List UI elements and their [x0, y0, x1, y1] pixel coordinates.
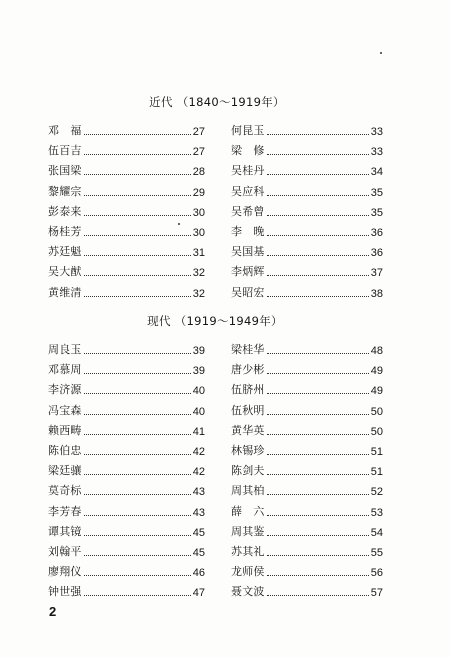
dot-leader	[267, 195, 369, 196]
entry-page-number: 50	[370, 405, 383, 418]
dot-leader	[267, 296, 369, 297]
dot-leader	[84, 393, 191, 394]
dot-leader	[267, 454, 369, 455]
entry-name: 张国梁	[48, 164, 82, 178]
toc-entry	[231, 377, 383, 397]
toc-entry	[48, 519, 205, 539]
entry-name: 薛 六	[231, 504, 265, 518]
toc-entry	[48, 458, 205, 478]
toc-entry	[231, 539, 383, 559]
toc-entry	[48, 239, 205, 259]
dot-leader	[84, 215, 191, 216]
dot-leader	[267, 575, 369, 576]
entry-page-number: 37	[370, 267, 383, 280]
entry-page-number: 42	[192, 466, 205, 479]
dot-leader	[267, 393, 369, 394]
dot-leader	[84, 373, 191, 374]
entry-name: 李 晚	[231, 225, 265, 238]
entry-name: 吴昭宏	[231, 285, 265, 299]
dot-leader	[267, 353, 369, 354]
entry-page-number: 35	[370, 186, 383, 199]
toc-entry	[231, 199, 383, 219]
dot-leader	[84, 195, 191, 196]
entry-name: 彭泰来	[48, 204, 82, 218]
toc-entry	[48, 539, 205, 559]
dot-leader	[267, 595, 369, 596]
entry-page-number: 57	[370, 587, 383, 600]
entry-page-number: 30	[192, 206, 205, 219]
entry-page-number: 49	[370, 385, 383, 398]
entry-name: 唐少彬	[231, 363, 265, 377]
entry-page-number: 35	[370, 206, 383, 219]
entry-name: 赖西畴	[48, 423, 82, 437]
toc-entry	[48, 438, 205, 458]
entry-name: 谭其镜	[48, 524, 82, 538]
dot-leader	[84, 296, 191, 297]
entry-page-number: 31	[192, 247, 205, 260]
toc-entry	[231, 478, 383, 498]
toc-entry	[231, 138, 383, 158]
toc-entry	[231, 398, 383, 418]
toc-entry	[48, 337, 205, 357]
entry-page-number: 39	[192, 345, 205, 357]
toc-entry	[48, 377, 205, 397]
toc-entry	[48, 499, 205, 519]
toc-entry	[231, 239, 383, 259]
entry-name: 刘翰平	[48, 545, 82, 558]
entry-name: 陈剑夫	[231, 464, 265, 478]
entry-page-number: 27	[192, 126, 205, 138]
toc-entry	[231, 458, 383, 478]
dot-leader	[84, 454, 191, 455]
toc-entry	[48, 158, 205, 178]
entry-name: 周其柏	[231, 484, 265, 498]
dot-leader	[84, 434, 191, 435]
entry-page-number: 34	[370, 166, 383, 179]
dot-leader	[84, 595, 191, 596]
entry-name: 梁廷骧	[48, 464, 82, 478]
toc-entry	[231, 519, 383, 539]
section-title-contemporary-era: 现代 （1919～1949年）	[147, 314, 283, 328]
toc-entry	[48, 280, 205, 300]
dot-leader	[84, 494, 191, 495]
entry-name: 李济源	[48, 383, 82, 397]
entry-page-number: 36	[370, 227, 383, 239]
page-number: 2	[49, 604, 57, 619]
entry-page-number: 27	[192, 146, 205, 159]
dot-leader	[267, 535, 369, 536]
toc-entry	[231, 418, 383, 438]
entry-page-number: 32	[192, 267, 205, 280]
dot-leader	[84, 515, 191, 516]
toc-entry	[48, 179, 205, 199]
entry-page-number: 32	[192, 287, 205, 300]
entry-page-number: 55	[370, 547, 383, 559]
entry-page-number: 49	[370, 365, 383, 378]
toc-entry	[48, 559, 205, 579]
entry-name: 陈伯忠	[48, 444, 82, 457]
entry-page-number: 43	[192, 486, 205, 499]
entry-name: 吴应科	[231, 184, 265, 198]
entry-name: 苏廷魁	[48, 245, 82, 259]
entry-name: 黄维清	[48, 285, 82, 299]
dot-leader	[267, 474, 369, 475]
entry-name: 冯宝森	[48, 403, 82, 417]
toc-entry	[231, 259, 383, 279]
entry-page-number: 46	[192, 567, 205, 580]
entry-page-number: 54	[370, 526, 383, 539]
toc-entry	[231, 337, 383, 357]
toc-entry	[231, 438, 383, 458]
toc-entry	[231, 579, 383, 599]
dot-leader	[267, 414, 369, 415]
entry-name: 李炳辉	[231, 265, 265, 279]
entry-name: 钟世强	[48, 585, 82, 599]
entry-page-number: 28	[192, 166, 205, 179]
entry-name: 伍百吉	[48, 144, 82, 158]
entry-page-number: 56	[370, 567, 383, 580]
entry-name: 伍脐州	[231, 383, 265, 397]
entry-page-number: 43	[192, 506, 205, 519]
entry-page-number: 39	[192, 365, 205, 378]
toc-entry	[48, 478, 205, 498]
toc-entry	[231, 280, 383, 300]
entry-page-number: 45	[192, 526, 205, 539]
toc-entry	[231, 118, 383, 138]
toc-entry	[48, 418, 205, 438]
dot-leader	[267, 134, 369, 135]
dot-leader	[267, 235, 369, 236]
dot-leader	[84, 414, 191, 415]
dot-leader	[267, 154, 369, 155]
dot-leader	[267, 555, 369, 556]
entry-page-number: 51	[370, 446, 383, 458]
entry-page-number: 51	[370, 466, 383, 479]
entry-name: 莫奇标	[48, 484, 82, 498]
dot-leader	[84, 353, 191, 354]
print-speck	[178, 223, 180, 225]
entry-page-number: 53	[370, 506, 383, 519]
dot-leader	[84, 154, 191, 155]
entry-page-number: 48	[370, 345, 383, 357]
entry-name: 李芳春	[48, 504, 82, 518]
dot-leader	[267, 373, 369, 374]
entry-page-number: 50	[370, 425, 383, 438]
entry-page-number: 33	[370, 146, 383, 159]
dot-leader	[84, 535, 191, 536]
toc-entry	[231, 357, 383, 377]
dot-leader	[267, 255, 369, 256]
dot-leader	[84, 134, 191, 135]
entry-page-number: 52	[370, 486, 383, 499]
toc-entry	[48, 357, 205, 377]
toc-entry	[231, 219, 383, 239]
toc-entry	[48, 579, 205, 599]
section-title-modern-era: 近代 （1840～1919年）	[149, 95, 285, 109]
entry-name: 黎耀宗	[48, 184, 82, 198]
entry-name: 吴国基	[231, 245, 265, 259]
dot-leader	[267, 434, 369, 435]
entry-name: 廖翔仪	[48, 565, 82, 579]
dot-leader	[84, 235, 191, 236]
toc-entry	[231, 559, 383, 579]
entry-page-number: 33	[370, 126, 383, 138]
entry-name: 梁桂华	[231, 343, 265, 356]
entry-name: 邓慕周	[48, 363, 82, 377]
entry-page-number: 47	[192, 587, 205, 600]
entry-page-number: 30	[192, 227, 205, 239]
entry-name: 黄华英	[231, 423, 265, 437]
entry-page-number: 45	[192, 547, 205, 559]
entry-name: 吴希曾	[231, 204, 265, 218]
toc-entry	[231, 499, 383, 519]
print-speck	[380, 52, 382, 54]
toc-entry	[48, 259, 205, 279]
entry-name: 苏其礼	[231, 545, 265, 558]
entry-name: 林锡珍	[231, 444, 265, 457]
entry-name: 周其鉴	[231, 524, 265, 538]
dot-leader	[267, 515, 369, 516]
entry-page-number: 36	[370, 247, 383, 260]
dot-leader	[84, 255, 191, 256]
dot-leader	[267, 174, 369, 175]
entry-page-number: 41	[192, 425, 205, 438]
entry-page-number: 40	[192, 405, 205, 418]
toc-entry	[48, 398, 205, 418]
dot-leader	[267, 275, 369, 276]
toc-entry	[48, 138, 205, 158]
entry-name: 杨桂芳	[48, 225, 82, 238]
entry-name: 周良玉	[48, 343, 82, 356]
toc-entry	[48, 118, 205, 138]
entry-page-number: 40	[192, 385, 205, 398]
entry-page-number: 42	[192, 446, 205, 458]
toc-entry	[231, 179, 383, 199]
entry-page-number: 38	[370, 287, 383, 300]
entry-page-number: 29	[192, 186, 205, 199]
entry-name: 吴桂丹	[231, 164, 265, 178]
entry-name: 吴大猷	[48, 265, 82, 279]
entry-name: 龙师侯	[231, 565, 265, 579]
entry-name: 聂文波	[231, 585, 265, 599]
toc-entry	[231, 158, 383, 178]
dot-leader	[267, 494, 369, 495]
entry-name: 邓 福	[48, 124, 82, 137]
entry-name: 伍秋明	[231, 403, 265, 417]
dot-leader	[84, 275, 191, 276]
entry-name: 何昆玉	[231, 124, 265, 137]
toc-entry	[48, 199, 205, 219]
toc-entry	[48, 219, 205, 239]
entry-name: 梁 修	[231, 144, 265, 158]
dot-leader	[84, 474, 191, 475]
dot-leader	[84, 575, 191, 576]
dot-leader	[84, 174, 191, 175]
dot-leader	[84, 555, 191, 556]
dot-leader	[267, 215, 369, 216]
